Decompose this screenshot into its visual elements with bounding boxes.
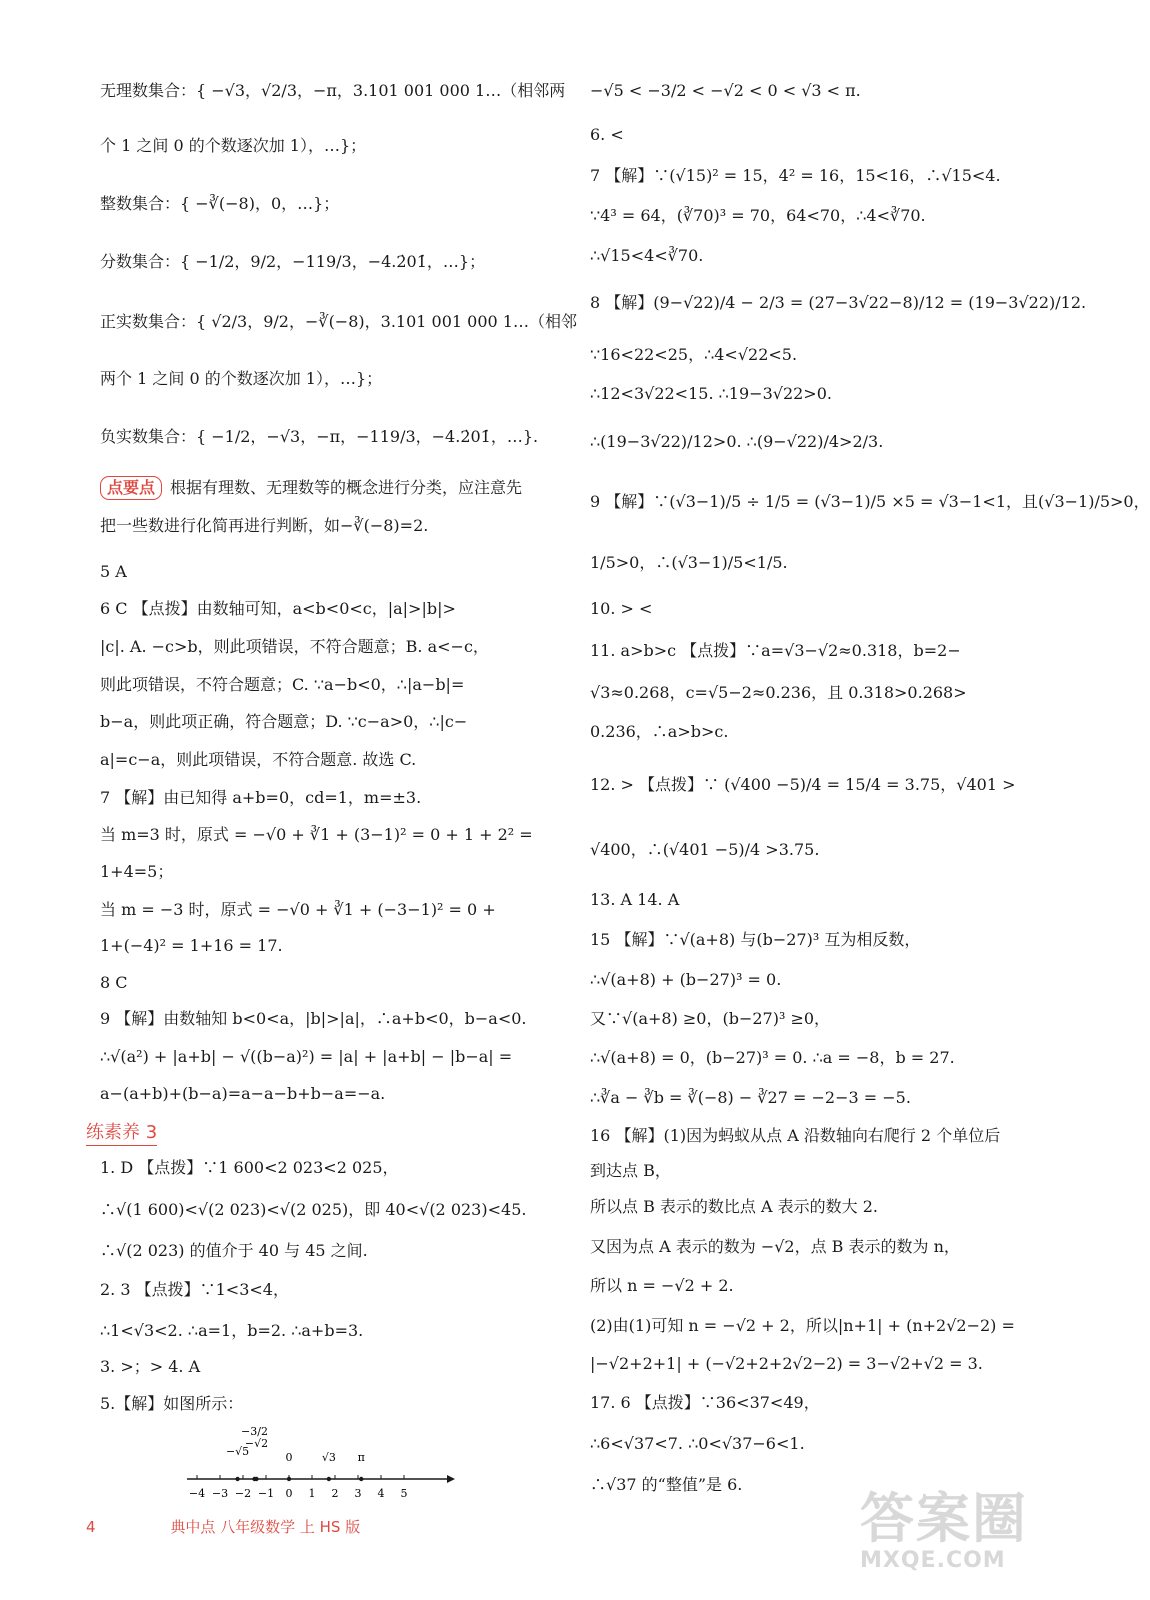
left-line-text: 1+(−4)² = 1+16 = 17.	[100, 936, 283, 955]
number-line-point-label: −3/2	[241, 1425, 268, 1438]
right-line	[590, 1125, 1000, 1147]
left-line	[100, 1046, 512, 1068]
number-line-tick-label: 3	[354, 1487, 362, 1500]
right-line-text: 15 【解】∵√(a+8) 与(b−27)³ 互为相反数，	[590, 930, 921, 949]
right-line	[590, 889, 679, 911]
right-line	[590, 1392, 820, 1414]
left-line-text: 当 m=3 时，原式 = −√0 + ∛1 + (3−1)² = 0 + 1 + 2² =	[100, 825, 533, 844]
left-line-text: 5.【解】如图所示：	[100, 1394, 244, 1413]
right-line	[590, 682, 967, 704]
right-line	[590, 839, 819, 861]
left-line-text: 当 m = −3 时，原式 = −√0 + ∛1 + (−3−1)² = 0 +	[100, 900, 496, 919]
left-line	[100, 368, 382, 390]
right-line	[590, 1433, 805, 1455]
left-line	[100, 426, 538, 448]
left-line-text: 无理数集合：{ −√3，√2/3，−π，3.101 001 000 1…（相邻两	[100, 81, 566, 100]
watermark-url: MXQE.COM	[860, 1548, 1006, 1573]
right-line	[590, 383, 832, 405]
left-line	[100, 515, 428, 537]
right-line	[590, 969, 781, 991]
left-line-text: 则此项错误，不符合题意；C. ∵a−b<0，∴|a−b|=	[100, 675, 465, 694]
left-line	[100, 1356, 200, 1378]
left-line	[100, 1083, 385, 1105]
right-line	[590, 1047, 955, 1069]
left-line	[100, 1199, 526, 1221]
left-line	[100, 749, 416, 771]
right-line	[590, 552, 788, 574]
right-line	[590, 1315, 1015, 1337]
number-line-point	[359, 1477, 363, 1481]
right-line	[590, 491, 1150, 513]
number-line-point	[287, 1477, 291, 1481]
left-line-text: 3. >；> 4. A	[100, 1357, 201, 1376]
left-line-text: ∴√(2 023) 的值介于 40 与 45 之间.	[100, 1241, 368, 1260]
right-line-text: 10. > <	[590, 599, 653, 618]
number-line-tick-label: −2	[234, 1487, 252, 1500]
number-line-tick-label: 5	[400, 1487, 408, 1500]
left-line	[100, 935, 283, 957]
left-line-text: ∴1<√3<2. ∴a=1，b=2. ∴a+b=3.	[100, 1321, 364, 1340]
left-line-text: 1. D 【点拨】∵1 600<2 023<2 025，	[100, 1158, 399, 1177]
right-line-text: ∴6<√37<7. ∴0<√37−6<1.	[590, 1434, 805, 1453]
right-line	[590, 344, 797, 366]
right-line	[590, 80, 861, 102]
right-line-text: (2)由(1)可知 n = −√2 + 2，所以|n+1| + (n+2√2−2) =	[590, 1316, 1015, 1335]
right-line	[590, 124, 624, 146]
left-line	[100, 1008, 527, 1030]
left-line-text: 2. 3 【点拨】∵1<3<4，	[100, 1280, 289, 1299]
right-line-text: 0.236，∴a>b>c.	[590, 722, 729, 741]
left-line-text: ∴√(a²) + |a+b| − √((b−a)²) = |a| + |a+b| − |b−a| =	[100, 1047, 513, 1066]
right-line	[590, 205, 926, 227]
right-line	[590, 929, 920, 951]
key-point-badge: 点要点	[100, 476, 162, 500]
left-line-text: 5 A	[100, 562, 127, 581]
left-line	[100, 1320, 363, 1342]
page-number: 4	[86, 1518, 96, 1536]
number-line-tick-label: 0	[285, 1487, 293, 1500]
left-line	[100, 674, 464, 696]
left-line	[100, 787, 421, 809]
left-line-text: 9 【解】由数轴知 b<0<a，|b|>|a|，∴a+b<0，b−a<0.	[100, 1009, 527, 1028]
right-line-text: 6. <	[590, 125, 624, 144]
left-line	[100, 193, 339, 215]
left-line	[100, 972, 128, 994]
right-line	[590, 774, 1016, 796]
right-line-text: |−√2+2+1| + (−√2+2+2√2−2) = 3−√2+√2 = 3.	[590, 1354, 983, 1373]
number-line-point-label: 0	[285, 1451, 293, 1464]
left-line	[100, 899, 496, 921]
right-line	[590, 431, 883, 453]
left-line	[100, 824, 533, 846]
left-line-text: 分数集合：{ −1/2，9/2，−119/3，−4.2̇01̇，…}；	[100, 252, 486, 271]
right-line-text: 到达点 B，	[590, 1161, 671, 1180]
right-line-text: ∵4³ = 64，(∛70)³ = 70，64<70，∴4<∛70.	[590, 206, 926, 225]
page-footer	[86, 1516, 360, 1537]
left-line-text: 6 C 【点拨】由数轴可知，a<b<0<c，|a|>|b|>	[100, 599, 456, 618]
number-line-tick-label: 2	[331, 1487, 339, 1500]
right-line-text: ∴12<3√22<15. ∴19−3√22>0.	[590, 384, 832, 403]
left-line	[100, 135, 366, 157]
right-line	[590, 1353, 983, 1375]
left-line	[100, 476, 522, 500]
left-line-text: 正实数集合：{ √2/3，9/2，−∛(−8)，3.101 001 000 1…（相邻	[100, 312, 577, 331]
number-line-tick-label: 1	[308, 1487, 316, 1500]
number-line-point	[235, 1477, 239, 1481]
right-line	[590, 1008, 830, 1030]
left-line	[100, 251, 485, 273]
left-line-text: 8 C	[100, 973, 128, 992]
right-line-text: −√5 < −3/2 < −√2 < 0 < √3 < π.	[590, 81, 861, 100]
left-line-text: a−(a+b)+(b−a)=a−a−b+b−a=−a.	[100, 1084, 386, 1103]
right-line-text: 7 【解】∵(√15)² = 15，4² = 16，15<16，∴√15<4.	[590, 166, 1001, 185]
right-line	[590, 721, 728, 743]
left-line-text: a|=c−a，则此项错误，不符合题意. 故选 C.	[100, 750, 417, 769]
right-line-text: 1/5>0，∴(√3−1)/5<1/5.	[590, 553, 788, 572]
right-line-text: 所以点 B 表示的数比点 A 表示的数大 2.	[590, 1197, 879, 1216]
number-line-point-label: −√2	[244, 1437, 269, 1450]
right-line	[590, 1236, 960, 1258]
right-line	[590, 165, 1001, 187]
left-line	[100, 1157, 399, 1179]
right-line-text: 又因为点 A 表示的数为 −√2，点 B 表示的数为 n，	[590, 1237, 960, 1256]
left-line-text: 个 1 之间 0 的个数逐次加 1），…}；	[100, 136, 367, 155]
number-line-point-label: −√5	[225, 1445, 250, 1458]
number-line-point	[254, 1477, 258, 1481]
left-line-text: 1+4=5；	[100, 862, 174, 881]
watermark-text: 答案圈	[860, 1487, 1028, 1550]
watermark-logo	[860, 1487, 1050, 1590]
left-line	[100, 1240, 368, 1262]
section-title: 练素养 3	[86, 1118, 157, 1146]
right-line	[590, 640, 961, 662]
left-line	[100, 636, 489, 658]
right-line	[590, 245, 703, 267]
right-line	[590, 598, 652, 620]
left-line-text: 把一些数进行化简再进行判断，如−∛(−8)=2.	[100, 516, 429, 535]
right-line-text: 又∵√(a+8) ≥0，(b−27)³ ≥0，	[590, 1009, 831, 1028]
left-line	[100, 598, 456, 620]
number-line-tick-label: −3	[211, 1487, 229, 1500]
left-line-text: b−a，则此项正确，符合题意；D. ∵c−a>0，∴|c−	[100, 712, 468, 731]
right-line	[590, 1196, 878, 1218]
left-line-text: 两个 1 之间 0 的个数逐次加 1），…}；	[100, 369, 383, 388]
right-line-text: 16 【解】(1)因为蚂蚁从点 A 沿数轴向右爬行 2 个单位后	[590, 1126, 1001, 1145]
right-line-text: 9 【解】∵(√3−1)/5 ÷ 1/5 = (√3−1)/5 ×5 = √3−1<1，且(√3−1)/5>0，	[590, 492, 1150, 511]
right-line-text: ∴√(a+8) + (b−27)³ = 0.	[590, 970, 782, 989]
right-line-text: ∴√37 的“整值”是 6.	[590, 1475, 743, 1494]
right-line	[590, 1275, 734, 1297]
right-line-text: ∴√15<4<∛70.	[590, 246, 704, 265]
right-line	[590, 1160, 671, 1182]
right-line-text: 12. > 【点拨】∵ (√400 −5)/4 = 15/4 = 3.75，√401 >	[590, 775, 1016, 794]
number-line-point	[327, 1477, 331, 1481]
right-line-text: 8 【解】(9−√22)/4 − 2/3 = (27−3√22−8)/12 = (19−3√22)/12.	[590, 293, 1087, 312]
right-line-text: 所以 n = −√2 + 2.	[590, 1276, 734, 1295]
number-line-point-label: π	[357, 1451, 365, 1464]
left-line-text: 负实数集合：{ −1/2，−√3，−π，−119/3，−4.2̇01̇，…}.	[100, 427, 539, 446]
left-line	[100, 1279, 289, 1301]
left-line	[100, 311, 577, 333]
right-line-text: ∴(19−3√22)/12>0. ∴(9−√22)/4>2/3.	[590, 432, 884, 451]
left-line	[100, 561, 127, 583]
number-line-tick-label: −1	[257, 1487, 275, 1500]
number-line-point-label: √3	[321, 1451, 336, 1464]
right-line-text: √400，∴(√401 −5)/4 >3.75.	[590, 840, 820, 859]
right-line-text: √3≈0.268，c=√5−2≈0.236，且 0.318>0.268>	[590, 683, 967, 702]
left-line	[100, 711, 467, 733]
left-line	[100, 1393, 243, 1415]
left-line-text: ∴√(1 600)<√(2 023)<√(2 025)，即 40<√(2 023)<45.	[100, 1200, 527, 1219]
number-line-arrow	[447, 1475, 455, 1483]
left-line-text: 根据有理数、无理数等的概念进行分类，应注意先	[170, 478, 523, 497]
right-line-text: ∴√(a+8) = 0，(b−27)³ = 0. ∴a = −8，b = 27.	[590, 1048, 955, 1067]
number-line-tick-label: −4	[188, 1487, 206, 1500]
left-line-text: 7 【解】由已知得 a+b=0，cd=1，m=±3.	[100, 788, 422, 807]
right-line-text: 17. 6 【点拨】∵36<37<49，	[590, 1393, 820, 1412]
left-line-text: |c|. A. −c>b，则此项错误，不符合题意；B. a<−c，	[100, 637, 489, 656]
book-title: 典中点 八年级数学 上 HS 版	[170, 1518, 361, 1536]
left-line-text: 整数集合：{ −∛(−8)，0，…}；	[100, 194, 340, 213]
right-line	[590, 1087, 911, 1109]
left-line	[100, 80, 565, 102]
number-line-figure	[185, 1425, 465, 1525]
right-line	[590, 292, 1086, 314]
right-line-text: 11. a>b>c 【点拨】∵a=√3−√2≈0.318，b=2−	[590, 641, 961, 660]
right-line-text: ∵16<22<25，∴4<√22<5.	[590, 345, 798, 364]
right-line-text: ∴∛a − ∛b = ∛(−8) − ∛27 = −2−3 = −5.	[590, 1088, 911, 1107]
right-line	[590, 1474, 742, 1496]
left-line	[100, 861, 173, 883]
right-line-text: 13. A 14. A	[590, 890, 680, 909]
number-line-tick-label: 4	[377, 1487, 385, 1500]
